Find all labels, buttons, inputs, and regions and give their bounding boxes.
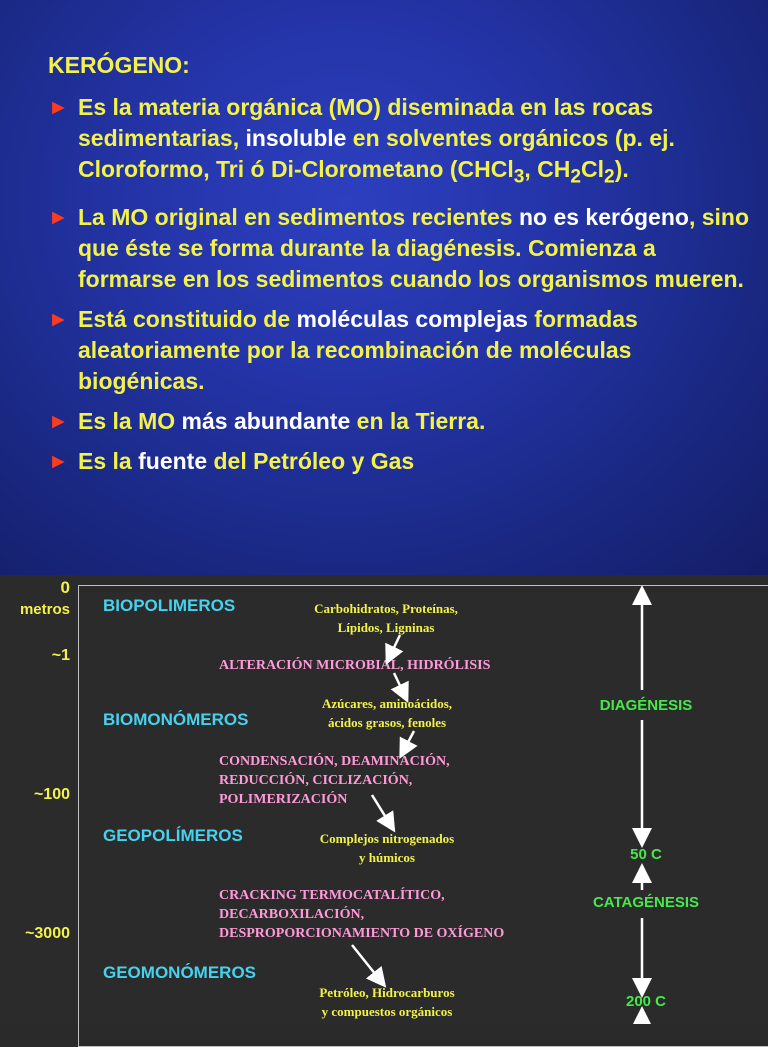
slide-heading: KERÓGENO: xyxy=(48,52,190,78)
depth-label-100: ~100 xyxy=(33,786,70,803)
note-line: y compuestos orgánicos xyxy=(321,1004,453,1019)
process-line: DESPROPORCIONAMIENTO DE OXÍGENO xyxy=(219,926,505,941)
process-line: POLIMERIZACIÓN xyxy=(219,792,348,807)
note-line: Petróleo, Hidrocarburos xyxy=(319,985,455,1000)
note-line: Complejos nitrogenados xyxy=(319,831,455,846)
process-line: DECARBOXILACIÓN, xyxy=(219,907,365,922)
note-line: Lípidos, Ligninas xyxy=(337,620,435,635)
depth-label-0: 0 xyxy=(60,578,70,597)
subscript: 2 xyxy=(570,166,582,188)
stage-biopolimeros: BIOPOLIMEROS xyxy=(103,596,236,615)
note-line: Azúcares, aminoácidos, xyxy=(321,696,453,711)
note-biopolymer-examples xyxy=(288,599,484,637)
bullet-text: , sino que éste se forma durante la diagénesis. Comienza a formarse en los sedimentos cuando los organismos mueren. xyxy=(78,203,749,292)
process-line: CRACKING TERMOCATALÍTICO, xyxy=(219,888,445,903)
temperature-50-label: 50 C xyxy=(630,846,662,863)
bullet-arrow-icon: ► xyxy=(48,205,69,229)
highlight-term: insoluble xyxy=(245,125,347,151)
bullet-text: Es la MO xyxy=(78,407,182,434)
highlight-term: moléculas complejas xyxy=(296,305,528,332)
note-line: ácidos grasos, fenoles xyxy=(327,715,447,730)
bullet-arrow-icon: ► xyxy=(48,307,69,331)
highlight-term: fuente xyxy=(138,447,208,474)
bullet-item xyxy=(46,446,756,477)
bullet-text: Está constituido de xyxy=(78,305,297,332)
depth-label-3000: ~3000 xyxy=(25,925,70,942)
note-line: Carbohidratos, Proteínas, xyxy=(314,601,458,616)
bullet-text: en la Tierra. xyxy=(350,407,486,434)
depth-label-1: ~1 xyxy=(51,647,70,664)
bullet-item xyxy=(46,304,756,397)
bullet-text: La MO original en sedimentos recientes xyxy=(78,203,519,230)
bullet-arrow-icon: ► xyxy=(48,409,69,433)
bullet-item xyxy=(46,406,756,437)
bullet-item xyxy=(46,92,756,193)
process-alteracion: ALTERACIÓN MICROBIAL, HIDRÓLISIS xyxy=(219,658,491,673)
bullet-list xyxy=(46,92,756,486)
note-line: y húmicos xyxy=(359,850,415,865)
highlight-term: más abundante xyxy=(181,407,351,434)
bullet-text: Cl xyxy=(581,156,605,182)
bullet-text: en solventes orgánicos (p. ej. Cloroformo, Tri ó Di-Clorometano (CHCl xyxy=(78,125,675,182)
bullet-text: formadas aleatoriamente por la recombinación de moléculas biogénicas. xyxy=(78,305,638,394)
bullet-arrow-icon: ► xyxy=(48,449,69,473)
highlight-term: no es kerógeno xyxy=(518,203,689,230)
process-line: REDUCCIÓN, CICLIZACIÓN, xyxy=(219,773,413,788)
bullet-text: del Petróleo y Gas xyxy=(207,447,415,474)
bullet-text: , CH xyxy=(524,156,571,182)
bullet-text: Es la materia orgánica (MO) diseminada en las rocas sedimentarias, xyxy=(78,94,654,151)
note-biomonomer-examples xyxy=(292,694,482,732)
bullet-item xyxy=(46,202,756,295)
subscript: 3 xyxy=(513,166,525,188)
note-geomonomer-examples xyxy=(294,983,480,1021)
stage-geomonomeros: GEOMONÓMEROS xyxy=(103,963,257,982)
temperature-200-label: 200 C xyxy=(625,993,667,1010)
process-cracking xyxy=(219,886,504,943)
catagenesis-label: CATAGÉNESIS xyxy=(592,894,700,911)
diagenesis-label: DIAGÉNESIS xyxy=(599,697,693,714)
stage-geopolimeros: GEOPOLÍMEROS xyxy=(103,826,243,845)
bullet-arrow-icon: ► xyxy=(48,96,69,119)
note-geopolymer-examples xyxy=(294,829,480,867)
subscript: 2 xyxy=(604,166,615,188)
stage-biomonomeros: BIOMONÓMEROS xyxy=(103,710,249,729)
bullet-text: Es la xyxy=(78,447,139,474)
process-condensacion xyxy=(219,752,450,809)
process-line: CONDENSACIÓN, DEAMINACIÓN, xyxy=(219,754,450,769)
bullet-text: ). xyxy=(614,156,629,182)
depth-unit-label: metros xyxy=(19,601,70,618)
